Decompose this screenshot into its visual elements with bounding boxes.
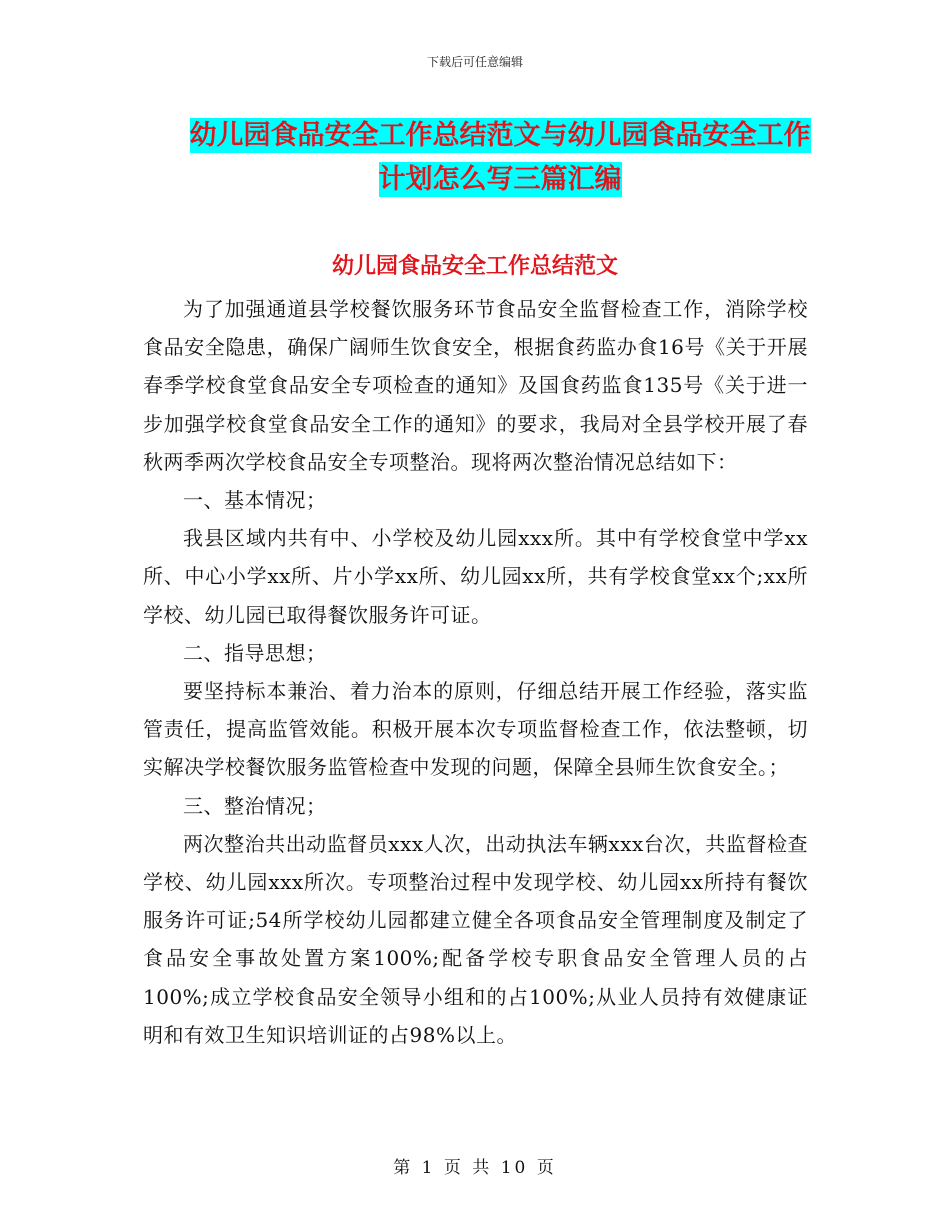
section-heading: 三、整治情况； [183, 793, 327, 818]
paragraph: 为了加强通道县学校餐饮服务环节食品安全监督检查工作，消除学校食品安全隐患，确保广阔师生饮食安全，根据食药监办食16号《关于开展春季学校食堂食品安全专项检查的通知》及国食药监食135号《关于进一步加强学校食堂食品安全工作的通知》的要求，我局对全县学校开展了春秋两季两次学校食品安全专项整治。现将两次整治情况总结如下： [143, 297, 808, 474]
page-footer: 第 1 页 共 10 页 [393, 1158, 557, 1178]
section-title: 幼儿园食品安全工作总结范文 [331, 254, 618, 279]
header-note: 下载后可任意编辑 [426, 55, 523, 69]
paragraph: 我县区域内共有中、小学校及幼儿园xxx所。其中有学校食堂中学xx所、中心小学xx所、片小学xx所、幼儿园xx所，共有学校食堂xx个;xx所学校、幼儿园已取得餐饮服务许可证。 [143, 526, 808, 627]
title-highlight: 计划怎么写三篇汇编 [378, 164, 622, 195]
paragraph: 两次整治共出动监督员xxx人次，出动执法车辆xxx台次，共监督检查学校、幼儿园xxx所次。专项整治过程中发现学校、幼儿园xx所持有餐饮服务许可证;54所学校幼儿园都建立健全各项食品安全管理制度及制定了食品安全事故处置方案100%;配备学校专职食品安全管理人员的占100%;成立学校食品安全领导小组和的占100%;从业人员持有效健康证明和有效卫生知识培训证的占98%以上。 [143, 831, 808, 1047]
section-heading: 一、基本情况； [183, 488, 327, 513]
title-highlight: 幼儿园食品安全工作总结范文与幼儿园食品安全工作 [189, 120, 811, 151]
document-title-line-2 [100, 157, 900, 196]
document-title-line-1 [100, 113, 900, 152]
body-text [143, 290, 808, 1054]
section-heading: 二、指导思想； [183, 640, 327, 665]
paragraph: 要坚持标本兼治、着力治本的原则，仔细总结开展工作经验，落实监管责任，提高监管效能。积极开展本次专项监督检查工作，依法整顿，切实解决学校餐饮服务监管检查中发现的问题，保障全县师生饮食安全。； [143, 679, 808, 780]
